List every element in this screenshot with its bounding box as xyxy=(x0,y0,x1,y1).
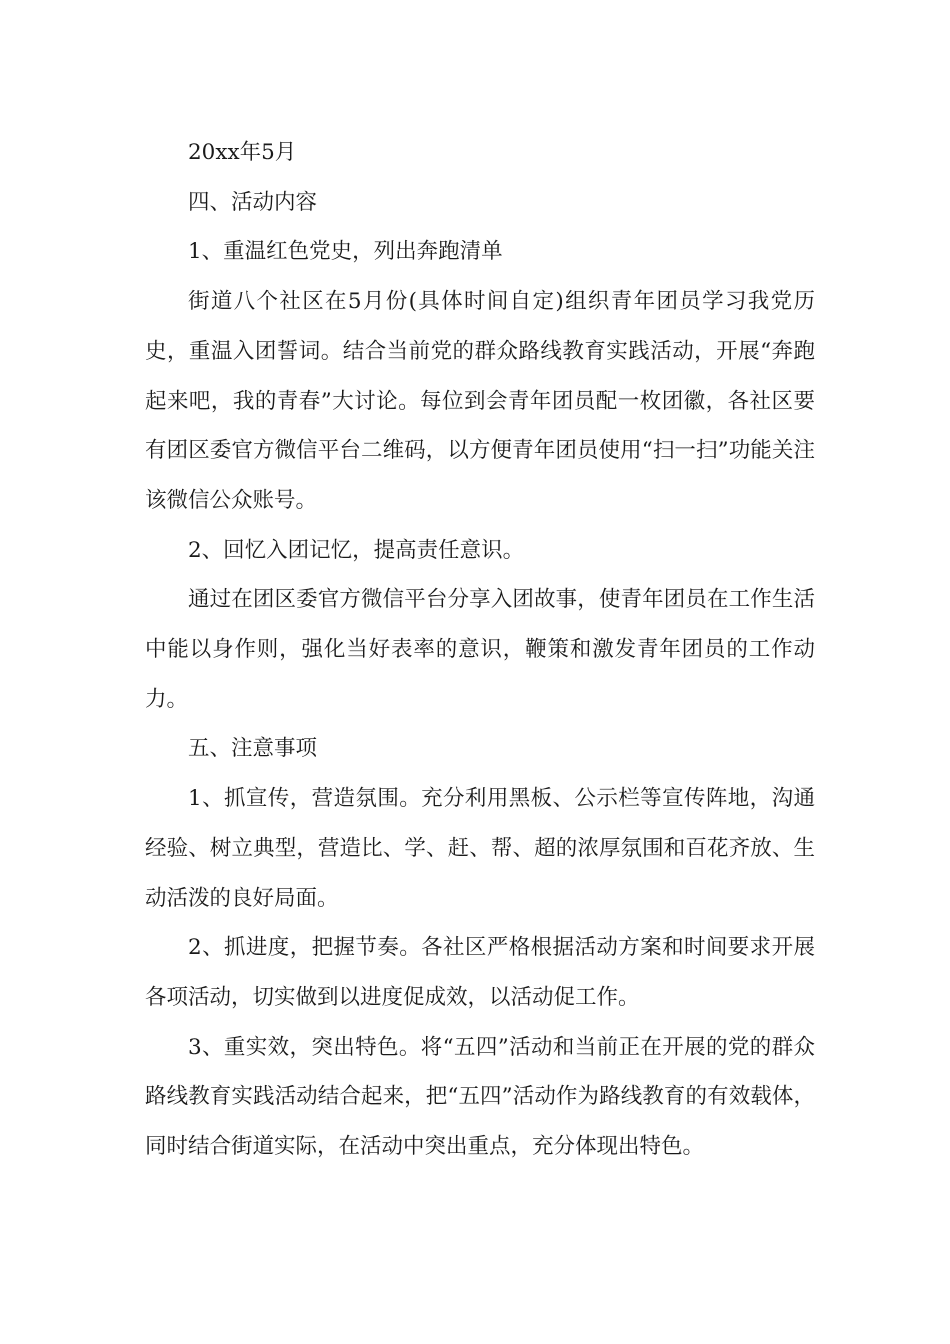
heading-activity-content: 四、活动内容 xyxy=(188,189,318,215)
heading-notes: 五、注意事项 xyxy=(188,736,318,762)
paragraph-date: 20xx年5月 xyxy=(188,140,297,165)
document-body xyxy=(145,128,815,1172)
paragraph-item-1-body: 街道八个社区在5月份(具体时间自定)组织青年团员学习我党历史，重温入团誓词。结合当前党的群众路线教育实践活动，开展“奔跑起来吧，我的青春”大讨论。每位到会青年团员配一枚团徽，各社区要有团区委官方微信平台二维码，以方便青年团员使用“扫一扫”功能关注该微信公众账号。 xyxy=(145,289,815,513)
subheading-item-1: 1、重温红色党史，列出奔跑清单 xyxy=(188,239,503,265)
paragraph-item-2-body: 通过在团区委官方微信平台分享入团故事，使青年团员在工作生活中能以身作则，强化当好表率的意识，鞭策和激发青年团员的工作动力。 xyxy=(145,587,815,712)
subheading-item-2: 2、回忆入团记忆，提高责任意识。 xyxy=(188,537,525,563)
paragraph-note-2: 2、抓进度，把握节奏。各社区严格根据活动方案和时间要求开展各项活动，切实做到以进度促成效，以活动促工作。 xyxy=(145,935,815,1010)
paragraph-note-1: 1、抓宣传，营造氛围。充分利用黑板、公示栏等宣传阵地，沟通经验、树立典型，营造比、学、赶、帮、超的浓厚氛围和百花齐放、生动活泼的良好局面。 xyxy=(145,786,815,911)
paragraph-note-3: 3、重实效，突出特色。将“五四”活动和当前正在开展的党的群众路线教育实践活动结合起来，把“五四”活动作为路线教育的有效载体，同时结合街道实际，在活动中突出重点，充分体现出特色。 xyxy=(145,1034,815,1160)
